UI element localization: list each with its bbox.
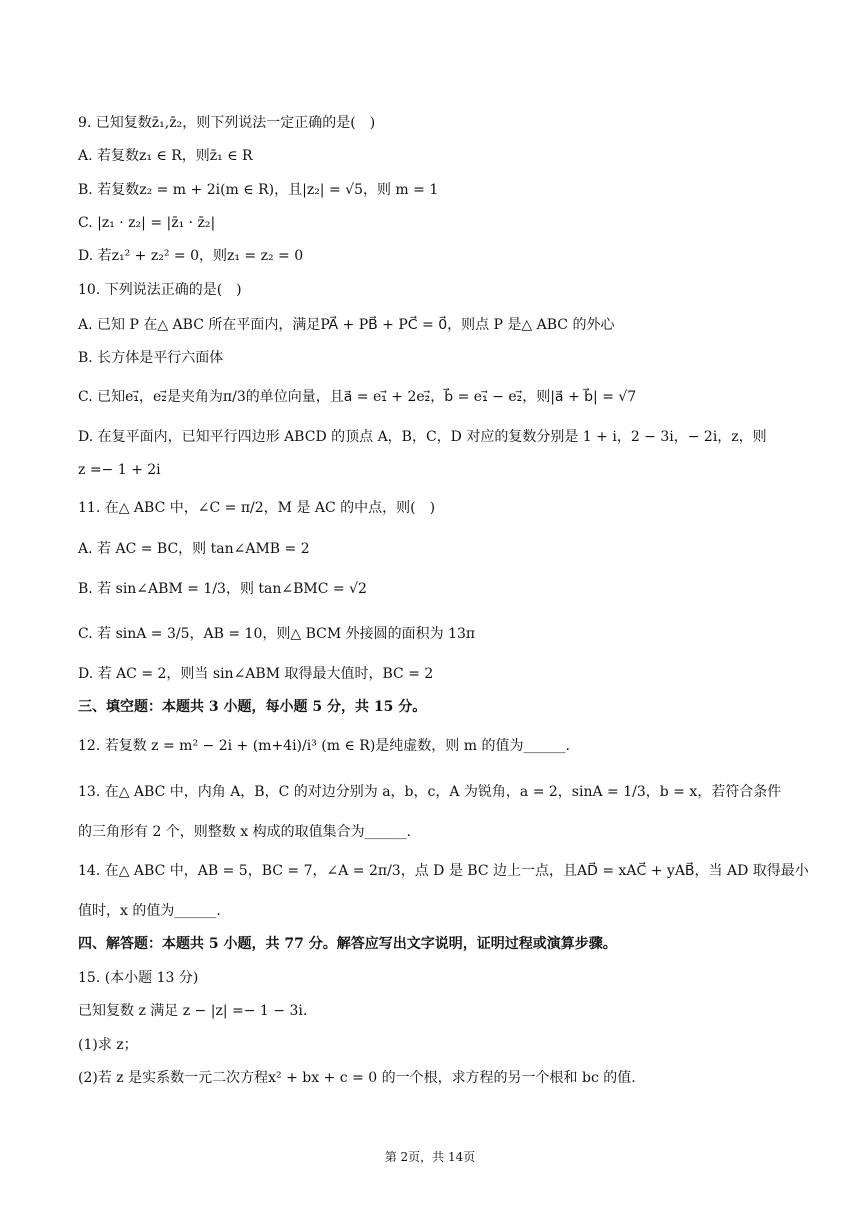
q14-line-2: 值时，x 的值为______. [78,903,221,919]
q9-option-c: C. |z₁ · z₂| = |z̄₁ · z̄₂| [78,215,216,231]
q11-option-a: A. 若 AC = BC，则 tan∠AMB = 2 [78,541,310,557]
q10-option-d-continued: z =− 1 + 2i [78,462,161,478]
q10-stem: 10. 下列说法正确的是( ) [78,282,242,298]
q12: 12. 若复数 z = m² − 2i + (m+4i)/i³ (m ∈ R)是纯虚数，则 m 的值为______. [78,738,570,754]
q9-option-b: B. 若复数z₂ = m + 2i(m ∈ R)，且|z₂| = √5，则 m = 1 [78,182,439,198]
q9-option-d: D. 若z₁² + z₂² = 0，则z₁ = z₂ = 0 [78,248,304,264]
q11-option-d: D. 若 AC = 2，则当 sin∠ABM 取得最大值时，BC = 2 [78,666,434,682]
page-footer: 第 2页，共 14页 [384,1150,476,1164]
q9-stem: 9. 已知复数z̄₁,z̄₂，则下列说法一定正确的是( ) [78,115,376,131]
q13-line-2: 的三角形有 2 个，则整数 x 构成的取值集合为______. [78,824,412,840]
q15-stem: 已知复数 z 满足 z − |z| =− 1 − 3i. [78,1003,308,1019]
section-solution-heading: 四、解答题：本题共 5 小题，共 77 分。解答应写出文字说明，证明过程或演算步骤。 [78,936,617,952]
q15-part-1: (1)求 z； [78,1037,138,1053]
section-fill-in-heading: 三、填空题：本题共 3 小题，每小题 5 分，共 15 分。 [78,699,427,715]
q15-title: 15. (本小题 13 分) [78,970,199,986]
q14-line-1: 14. 在△ ABC 中，AB = 5，BC = 7，∠A = 2π/3，点 D 是 BC 边上一点，且AD⃗ = xAC⃗ + yAB⃗，当 AD 取得最小 [78,863,809,879]
q15-part-2: (2)若 z 是实系数一元二次方程x² + bx + c = 0 的一个根，求方程的另一个根和 bc 的值. [78,1070,636,1086]
q10-option-a: A. 已知 P 在△ ABC 所在平面内，满足PA⃗ + PB⃗ + PC⃗ = 0⃗，则点 P 是△ ABC 的外心 [78,317,615,333]
q9-option-a: A. 若复数z₁ ∈ R，则z̄₁ ∈ R [78,148,253,164]
q10-option-d: D. 在复平面内，已知平行四边形 ABCD 的顶点 A，B，C，D 对应的复数分别是 1 + i，2 − 3i，− 2i，z，则 [78,429,767,445]
q10-option-b: B. 长方体是平行六面体 [78,350,224,366]
q10-option-c: C. 已知e₁⃗，e₂⃗是夹角为π/3的单位向量，且a⃗ = e₁⃗ + 2e₂⃗，b⃗ = e₁⃗ − e₂⃗，则|a⃗ + b⃗| = √7 [78,389,637,405]
q11-option-c: C. 若 sinA = 3/5，AB = 10，则△ BCM 外接圆的面积为 13π [78,626,476,642]
q13-line-1: 13. 在△ ABC 中，内角 A，B，C 的对边分别为 a，b，c，A 为锐角，a = 2，sinA = 1/3，b = x，若符合条件 [78,784,782,800]
q11-option-b: B. 若 sin∠ABM = 1/3，则 tan∠BMC = √2 [78,581,367,597]
q11-stem: 11. 在△ ABC 中，∠C = π/2，M 是 AC 的中点，则( ) [78,500,436,516]
